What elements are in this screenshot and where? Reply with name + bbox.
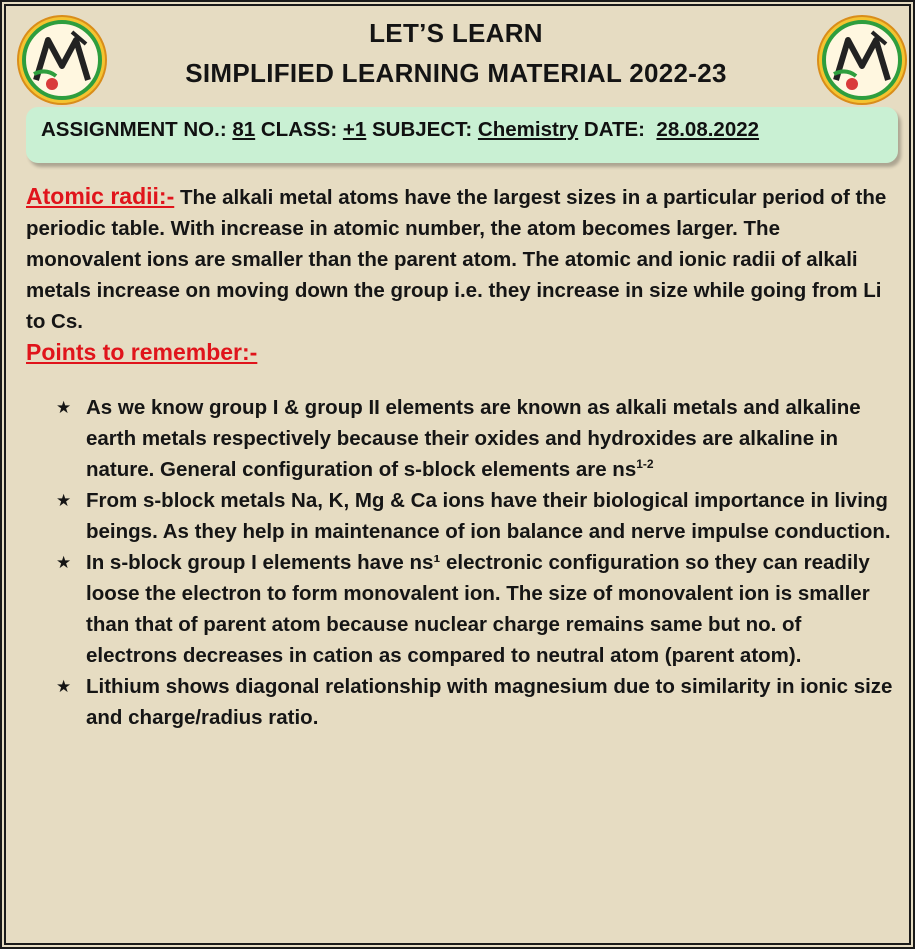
star-bullet-icon: ★	[56, 677, 72, 696]
class-label: CLASS:	[260, 118, 338, 141]
points-list	[26, 392, 896, 733]
list-item-text: As we know group I & group II elements are known as alkali metals and alkaline earth metals respectively because their oxides and hydroxides are alkaline in nature. General configuration of s-block elements are ns	[86, 396, 861, 481]
atomic-radii-paragraph	[26, 181, 896, 337]
list-item	[56, 547, 896, 671]
list-item	[56, 485, 896, 547]
assignment-number: 81	[232, 118, 256, 141]
date-value: 28.08.2022	[656, 118, 760, 141]
school-logo-icon	[16, 14, 108, 106]
page-subtitle: SIMPLIFIED LEARNING MATERIAL 2022-23	[185, 58, 727, 88]
list-item-text: In s-block group I elements have ns¹ electronic configuration so they can readily loose the electron to form monovalent ion. The size of monovalent ion is smaller than that of parent atom because nuclear charge remains same but no. of electrons decreases in cation as compared to neutral atom (parent atom).	[86, 551, 870, 667]
star-bullet-icon: ★	[56, 553, 72, 572]
superscript: 1-2	[636, 457, 654, 472]
atomic-radii-heading: Atomic radii:-	[26, 183, 175, 209]
assignment-info-bar	[26, 107, 898, 163]
star-bullet-icon: ★	[56, 398, 72, 417]
content-body	[26, 181, 896, 733]
atomic-radii-text: The alkali metal atoms have the largest sizes in a particular period of the periodic table. With increase in atomic number, the atom becomes larger. The monovalent ions are smaller than the parent atom. The atomic and ionic radii of alkali metals increase on moving down the group i.e. they increase in size while going from Li to Cs.	[26, 186, 887, 333]
list-item-text: Lithium shows diagonal relationship with magnesium due to similarity in ionic size and charge/radius ratio.	[86, 675, 893, 729]
list-item-text: From s-block metals Na, K, Mg & Ca ions have their biological importance in living beings. As they help in maintenance of ion balance and nerve impulse conduction.	[86, 489, 891, 543]
class-value: +1	[342, 118, 367, 141]
school-logo-icon	[816, 14, 908, 106]
list-item	[56, 392, 896, 485]
date-label: DATE:	[583, 118, 646, 141]
assignment-label: ASSIGNMENT NO.:	[41, 118, 227, 141]
page-title: LET’S LEARN	[369, 18, 543, 48]
subject-label: SUBJECT:	[371, 118, 473, 141]
points-heading: Points to remember:-	[26, 339, 258, 365]
star-bullet-icon: ★	[56, 491, 72, 510]
list-item	[56, 671, 896, 733]
subject-value: Chemistry	[477, 118, 579, 141]
